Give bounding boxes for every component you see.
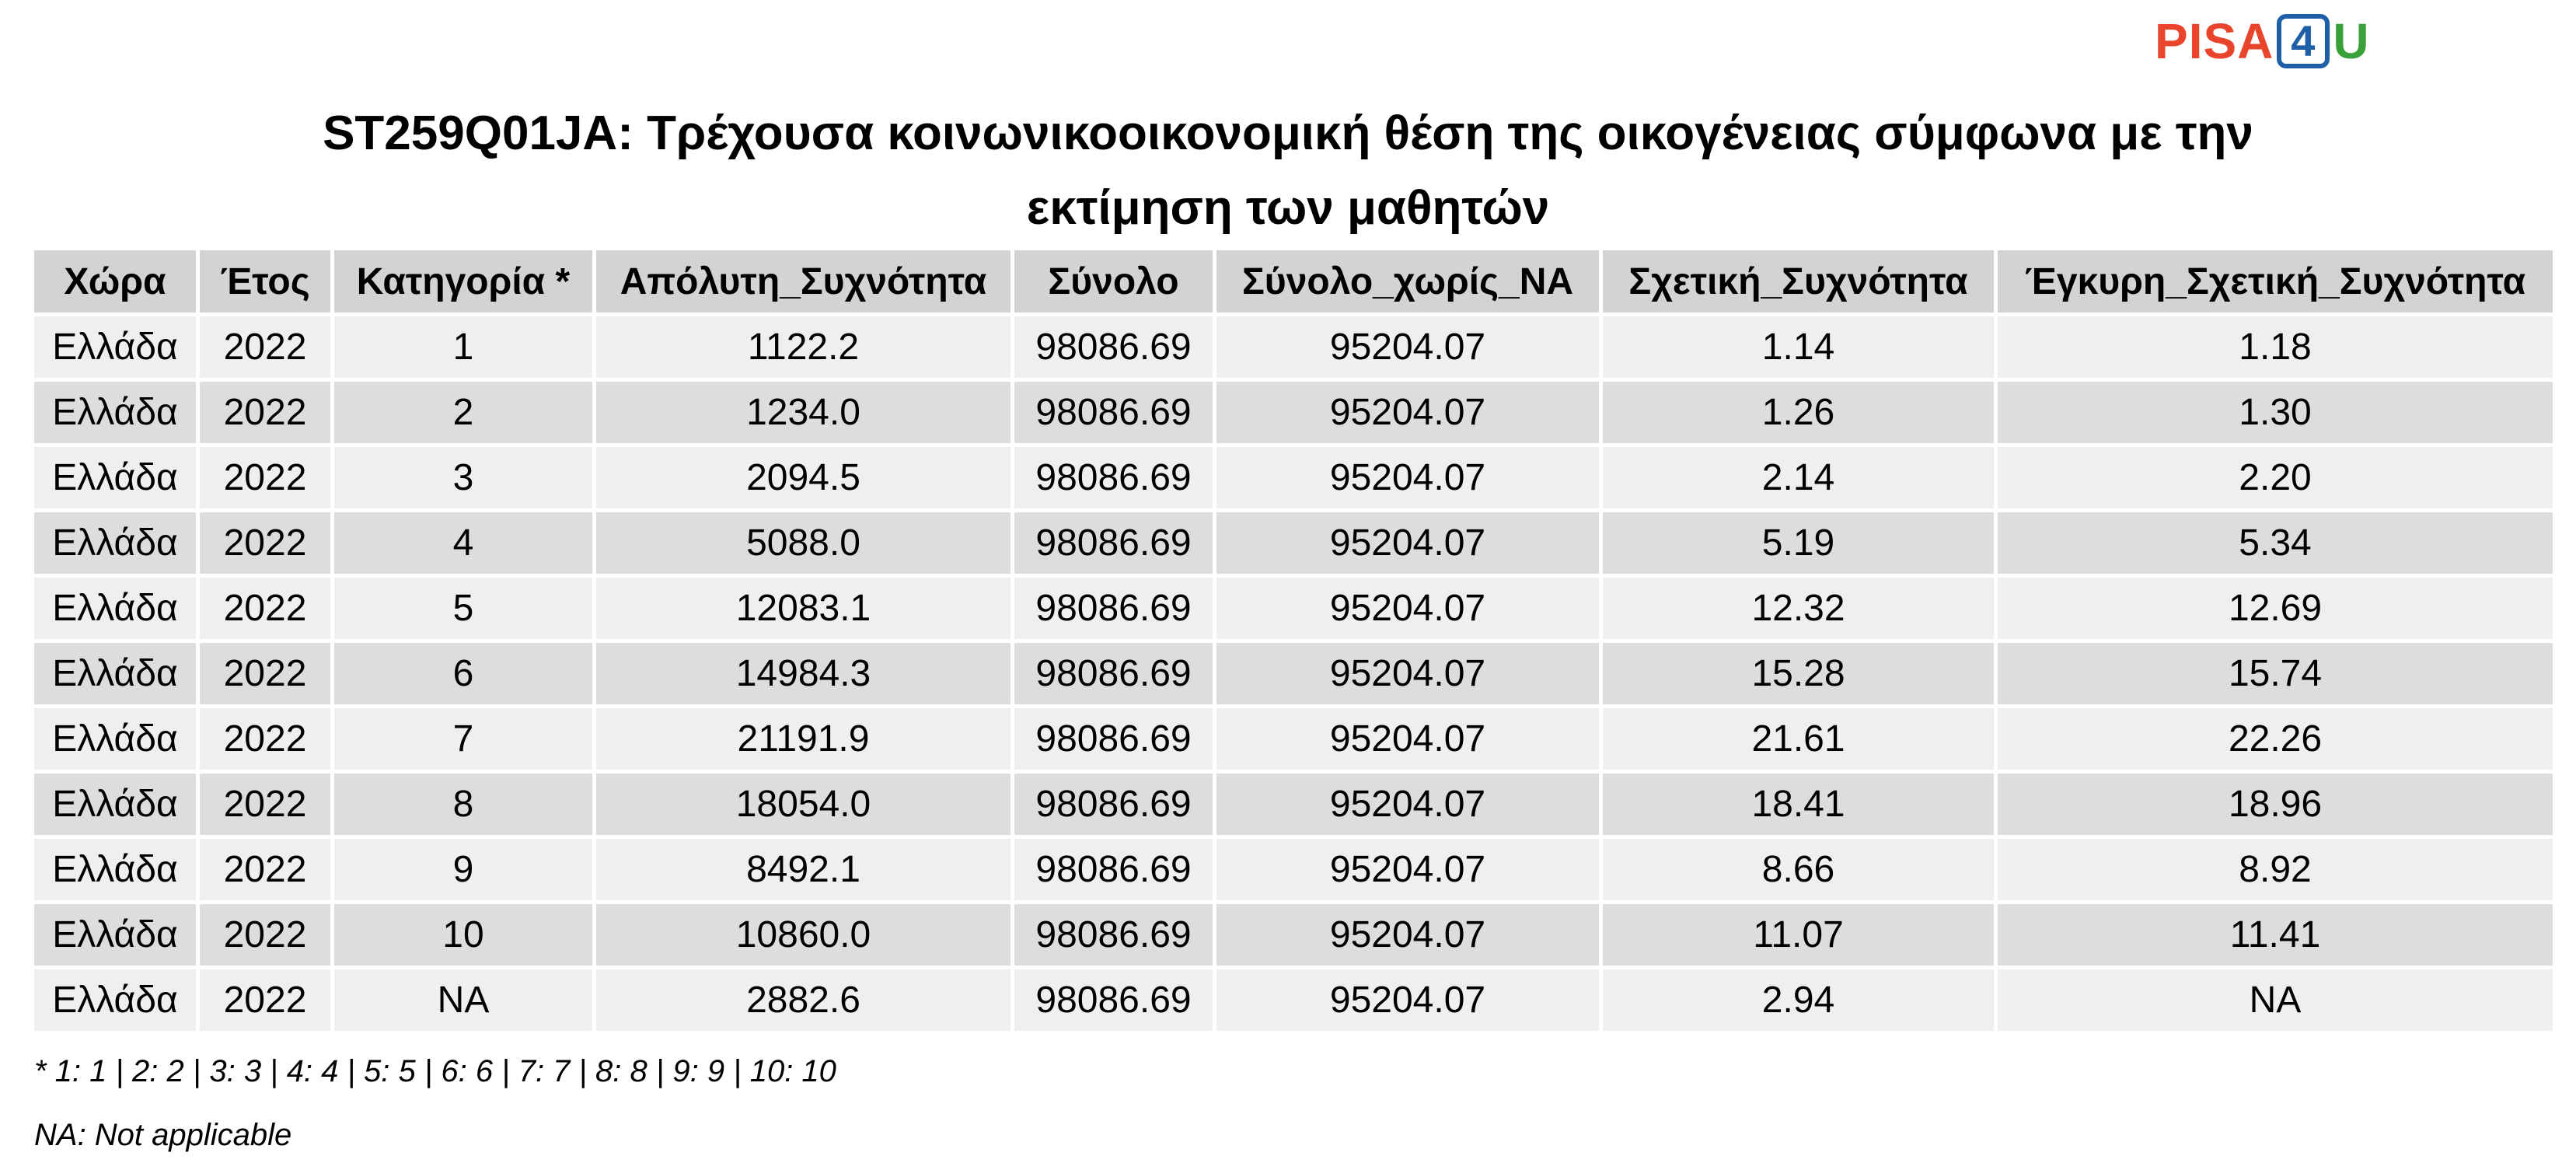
table-row xyxy=(34,447,2553,508)
column-header: Χώρα xyxy=(34,250,196,313)
table-cell: 1 xyxy=(334,316,592,378)
table-row xyxy=(34,969,2553,1031)
table-title-line-2: εκτίμηση των μαθητών xyxy=(1026,181,1550,235)
table-row xyxy=(34,643,2553,704)
table-cell: 21191.9 xyxy=(596,708,1011,770)
table-cell: 10860.0 xyxy=(596,904,1011,966)
table-cell: 11.07 xyxy=(1603,904,1994,966)
table-title-line-1: ST259Q01JA: Τρέχουσα κοινωνικοοικονομική θέση της οικογένειας σύμφωνα με την xyxy=(323,107,2253,160)
table-cell: NA xyxy=(1998,969,2553,1031)
table-cell: 7 xyxy=(334,708,592,770)
table-row xyxy=(34,774,2553,835)
table-row xyxy=(34,839,2553,900)
table-cell: 8.92 xyxy=(1998,839,2553,900)
table-cell: 95204.07 xyxy=(1216,904,1599,966)
table-cell: 18054.0 xyxy=(596,774,1011,835)
table-cell: 2022 xyxy=(200,382,330,443)
column-header: Σχετική_Συχνότητα xyxy=(1603,250,1994,313)
table-cell: Ελλάδα xyxy=(34,447,196,508)
table-cell: 95204.07 xyxy=(1216,643,1599,704)
column-header: Απόλυτη_Συχνότητα xyxy=(596,250,1011,313)
table-cell: 2 xyxy=(334,382,592,443)
table-cell: 8 xyxy=(334,774,592,835)
table-cell: 8492.1 xyxy=(596,839,1011,900)
table-cell: 2022 xyxy=(200,839,330,900)
table-cell: 95204.07 xyxy=(1216,708,1599,770)
table-cell: 18.96 xyxy=(1998,774,2553,835)
table-cell: 22.26 xyxy=(1998,708,2553,770)
table-cell: Ελλάδα xyxy=(34,512,196,574)
column-header: Έτος xyxy=(200,250,330,313)
table-cell: 2022 xyxy=(200,512,330,574)
logo-u-text: U xyxy=(2333,13,2370,69)
table-cell: 2022 xyxy=(200,643,330,704)
table-cell: 2.20 xyxy=(1998,447,2553,508)
table-cell: 8.66 xyxy=(1603,839,1994,900)
table-cell: 2022 xyxy=(200,316,330,378)
table-cell: 1.30 xyxy=(1998,382,2553,443)
table-body xyxy=(34,316,2553,1031)
table-cell: 98086.69 xyxy=(1014,316,1213,378)
table-cell: 11.41 xyxy=(1998,904,2553,966)
table-cell: Ελλάδα xyxy=(34,839,196,900)
table-cell: 2022 xyxy=(200,708,330,770)
table-cell: 10 xyxy=(334,904,592,966)
table-cell: Ελλάδα xyxy=(34,382,196,443)
table-cell: 95204.07 xyxy=(1216,447,1599,508)
table-cell: 15.74 xyxy=(1998,643,2553,704)
table-cell: 5.34 xyxy=(1998,512,2553,574)
table-cell: 98086.69 xyxy=(1014,382,1213,443)
table-header-row xyxy=(34,250,2553,313)
table-row xyxy=(34,904,2553,966)
table-cell: 15.28 xyxy=(1603,643,1994,704)
table-cell: Ελλάδα xyxy=(34,708,196,770)
table-cell: 3 xyxy=(334,447,592,508)
table-cell: 2882.6 xyxy=(596,969,1011,1031)
table-title xyxy=(0,96,2576,246)
frequency-table-container xyxy=(34,250,2545,1031)
table-cell: 95204.07 xyxy=(1216,774,1599,835)
table-cell: 5.19 xyxy=(1603,512,1994,574)
table-cell: Ελλάδα xyxy=(34,316,196,378)
table-cell: 2022 xyxy=(200,969,330,1031)
table-cell: 2022 xyxy=(200,904,330,966)
table-cell: 21.61 xyxy=(1603,708,1994,770)
table-cell: Ελλάδα xyxy=(34,904,196,966)
table-cell: 9 xyxy=(334,839,592,900)
table-cell: 6 xyxy=(334,643,592,704)
table-cell: 95204.07 xyxy=(1216,578,1599,639)
table-cell: 1.26 xyxy=(1603,382,1994,443)
column-header: Σύνολο xyxy=(1014,250,1213,313)
table-cell: 98086.69 xyxy=(1014,643,1213,704)
logo-four-badge: 4 xyxy=(2277,14,2330,68)
pisa4u-logo xyxy=(2155,9,2370,73)
table-cell: Ελλάδα xyxy=(34,643,196,704)
table-cell: 18.41 xyxy=(1603,774,1994,835)
table-cell: 2094.5 xyxy=(596,447,1011,508)
table-row xyxy=(34,512,2553,574)
table-cell: 5088.0 xyxy=(596,512,1011,574)
table-cell: 1234.0 xyxy=(596,382,1011,443)
column-header: Έγκυρη_Σχετική_Συχνότητα xyxy=(1998,250,2553,313)
column-header: Σύνολο_χωρίς_NA xyxy=(1216,250,1599,313)
table-cell: 2022 xyxy=(200,447,330,508)
table-cell: 95204.07 xyxy=(1216,839,1599,900)
table-cell: 98086.69 xyxy=(1014,969,1213,1031)
table-cell: 98086.69 xyxy=(1014,512,1213,574)
table-cell: 2.94 xyxy=(1603,969,1994,1031)
table-cell: 95204.07 xyxy=(1216,382,1599,443)
table-cell: 95204.07 xyxy=(1216,512,1599,574)
table-cell: 2022 xyxy=(200,774,330,835)
category-footnote: * 1: 1 | 2: 2 | 3: 3 | 4: 4 | 5: 5 | 6: 6 | 7: 7 | 8: 8 | 9: 9 | 10: 10 xyxy=(34,1054,836,1088)
logo-pisa-text: PISA xyxy=(2155,13,2274,69)
table-cell: 98086.69 xyxy=(1014,774,1213,835)
table-cell: 98086.69 xyxy=(1014,708,1213,770)
table-cell: 95204.07 xyxy=(1216,969,1599,1031)
table-cell: NA xyxy=(334,969,592,1031)
table-cell: 14984.3 xyxy=(596,643,1011,704)
table-row xyxy=(34,708,2553,770)
table-row xyxy=(34,578,2553,639)
table-cell: 98086.69 xyxy=(1014,904,1213,966)
table-cell: 12.32 xyxy=(1603,578,1994,639)
table-cell: 12083.1 xyxy=(596,578,1011,639)
table-cell: 98086.69 xyxy=(1014,578,1213,639)
table-cell: 2022 xyxy=(200,578,330,639)
table-cell: 5 xyxy=(334,578,592,639)
column-header: Κατηγορία * xyxy=(334,250,592,313)
table-cell: Ελλάδα xyxy=(34,774,196,835)
table-cell: 95204.07 xyxy=(1216,316,1599,378)
table-cell: 2.14 xyxy=(1603,447,1994,508)
table-cell: 1122.2 xyxy=(596,316,1011,378)
table-cell: Ελλάδα xyxy=(34,969,196,1031)
table-cell: 1.18 xyxy=(1998,316,2553,378)
na-footnote: NA: Not applicable xyxy=(34,1118,292,1152)
table-cell: 98086.69 xyxy=(1014,447,1213,508)
frequency-table xyxy=(30,246,2557,1035)
table-cell: 98086.69 xyxy=(1014,839,1213,900)
table-cell: Ελλάδα xyxy=(34,578,196,639)
table-row xyxy=(34,382,2553,443)
table-cell: 12.69 xyxy=(1998,578,2553,639)
table-row xyxy=(34,316,2553,378)
table-cell: 4 xyxy=(334,512,592,574)
table-cell: 1.14 xyxy=(1603,316,1994,378)
